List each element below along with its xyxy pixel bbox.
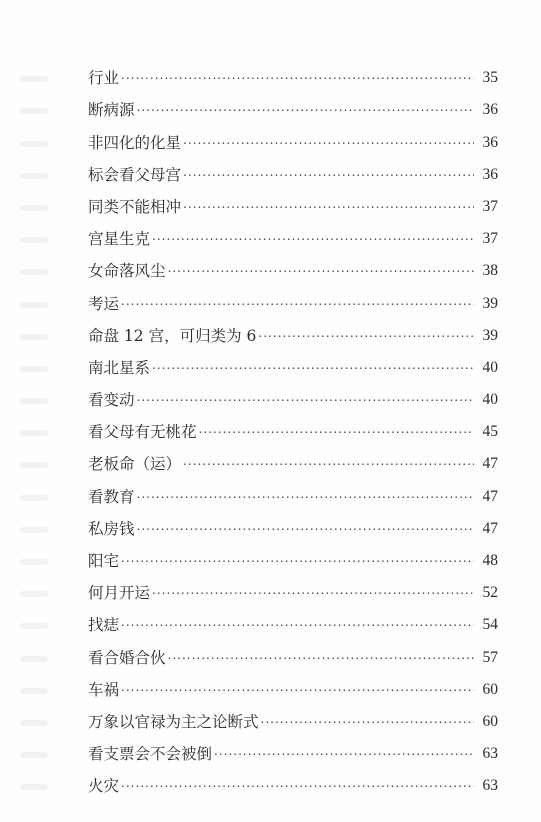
toc-entry[interactable]	[88, 88, 498, 120]
toc-entry-title: 阳宅	[88, 552, 120, 570]
toc-entry-title: 看教育	[88, 487, 135, 506]
toc-entry[interactable]	[88, 571, 498, 603]
margin-ghost-mark	[20, 120, 60, 152]
margin-ghost-mark	[20, 281, 60, 313]
toc-entry[interactable]	[88, 668, 498, 700]
toc-dot-leader	[168, 258, 474, 278]
margin-ghost-mark	[20, 571, 60, 603]
toc-dot-leader	[121, 677, 474, 697]
toc-dot-leader	[121, 612, 474, 632]
toc-dot-leader	[183, 130, 474, 150]
toc-entry-title: 找痣	[88, 616, 120, 635]
toc-entry-title: 行业	[88, 69, 120, 88]
toc-entry-title: 车祸	[88, 680, 120, 699]
margin-ghost-mark	[20, 56, 60, 88]
toc-entry-page-number: 47	[482, 519, 498, 537]
toc-entry[interactable]	[88, 314, 498, 346]
toc-entry[interactable]	[88, 346, 498, 378]
toc-dot-leader	[137, 484, 474, 504]
toc-entry-title: 老板命（运）	[88, 455, 182, 474]
margin-ghost-mark	[20, 603, 60, 635]
toc-entry-title: 考运	[88, 294, 120, 313]
toc-entry[interactable]	[88, 56, 498, 88]
toc-entry-page-number: 36	[482, 133, 498, 151]
toc-entry-title: 命盘 12 宫，可归类为 6	[88, 326, 257, 345]
margin-ghost-mark	[20, 539, 60, 571]
toc-dot-leader	[168, 645, 474, 665]
toc-entry-title: 南北星系	[88, 358, 151, 377]
toc-entry-page-number: 40	[482, 358, 498, 376]
toc-entry[interactable]	[88, 442, 498, 474]
toc-dot-leader	[152, 226, 474, 246]
toc-entry[interactable]	[88, 153, 498, 185]
toc-entry[interactable]	[88, 249, 498, 281]
margin-ghost-mark	[20, 346, 60, 378]
toc-entry-page-number: 60	[482, 712, 498, 730]
toc-entry-title: 标会看父母宫	[88, 165, 182, 184]
margin-ghost-mark	[20, 410, 60, 442]
margin-ghost-mark	[20, 88, 60, 120]
margin-ghost-mark	[20, 185, 60, 217]
toc-dot-leader	[183, 194, 474, 214]
toc-entry-title: 同类不能相冲	[88, 197, 182, 216]
margin-ghost-mark	[20, 378, 60, 410]
toc-entry-title: 断病源	[88, 101, 135, 120]
toc-entry-title: 女命落风尘	[88, 262, 166, 281]
margin-ghost-mark	[20, 668, 60, 700]
toc-entry-title: 万象以官禄为主之论断式	[88, 712, 259, 731]
toc-entry-page-number: 63	[482, 745, 498, 763]
toc-entry-page-number: 48	[482, 552, 498, 569]
toc-entry-title: 宫星生克	[88, 230, 151, 249]
toc-entry-page-number: 40	[482, 391, 498, 409]
toc-entry[interactable]	[88, 281, 498, 313]
margin-ghost-mark	[20, 700, 60, 732]
margin-ghost-mark	[20, 764, 60, 796]
toc-dot-leader	[121, 548, 474, 568]
toc-entry[interactable]	[88, 507, 498, 539]
toc-entry-page-number: 45	[482, 423, 498, 441]
toc-dot-leader	[121, 773, 474, 793]
toc-entry-title: 看支票会不会被倒	[88, 745, 213, 764]
toc-entry-page-number: 47	[482, 455, 498, 473]
toc-entry-page-number: 60	[482, 680, 498, 698]
toc-entry[interactable]	[88, 120, 498, 152]
toc-entry-page-number: 47	[482, 487, 498, 505]
toc-entry-title: 火灾	[88, 777, 120, 796]
margin-ghost-mark	[20, 442, 60, 474]
toc-entry[interactable]	[88, 185, 498, 217]
toc-entry-page-number: 54	[482, 616, 498, 634]
margin-ghost-mark	[20, 249, 60, 281]
toc-entry-page-number: 39	[482, 294, 498, 312]
toc-dot-leader	[199, 419, 474, 439]
toc-dot-leader	[261, 709, 474, 729]
toc-entry-page-number: 36	[482, 101, 498, 119]
table-of-contents	[88, 56, 498, 796]
toc-dot-leader	[137, 516, 474, 536]
margin-marks	[20, 56, 60, 796]
margin-ghost-mark	[20, 153, 60, 185]
toc-entry-page-number: 37	[482, 197, 498, 215]
toc-entry-title: 非四化的化星	[88, 133, 182, 152]
toc-dot-leader	[183, 162, 474, 182]
toc-entry[interactable]	[88, 764, 498, 796]
toc-dot-leader	[214, 741, 474, 761]
toc-dot-leader	[121, 291, 474, 311]
toc-entry-title: 看父母有无桃花	[88, 423, 197, 442]
toc-entry[interactable]	[88, 539, 498, 571]
toc-dot-leader	[152, 580, 474, 600]
margin-ghost-mark	[20, 732, 60, 764]
toc-dot-leader	[183, 451, 474, 471]
toc-entry[interactable]	[88, 410, 498, 442]
toc-entry[interactable]	[88, 474, 498, 506]
margin-ghost-mark	[20, 507, 60, 539]
toc-entry-title: 看变动	[88, 391, 135, 410]
toc-entry-page-number: 39	[482, 326, 498, 344]
toc-entry-title: 看合婚合伙	[88, 648, 166, 667]
toc-entry-title: 何月开运	[88, 584, 151, 603]
toc-entry-page-number: 36	[482, 165, 498, 183]
toc-entry[interactable]	[88, 603, 498, 635]
toc-entry-title: 私房钱	[88, 519, 135, 538]
toc-entry[interactable]	[88, 732, 498, 764]
toc-entry-page-number: 52	[482, 584, 498, 602]
margin-ghost-mark	[20, 474, 60, 506]
toc-dot-leader	[137, 97, 474, 117]
toc-dot-leader	[137, 387, 474, 407]
toc-entry[interactable]	[88, 378, 498, 410]
toc-entry[interactable]	[88, 635, 498, 667]
margin-ghost-mark	[20, 217, 60, 249]
margin-ghost-mark	[20, 635, 60, 667]
toc-entry-page-number: 57	[482, 648, 498, 666]
toc-entry[interactable]	[88, 217, 498, 249]
toc-dot-leader	[121, 65, 474, 85]
toc-entry-page-number: 37	[482, 230, 498, 248]
toc-entry-page-number: 38	[482, 262, 498, 280]
toc-entry-page-number: 35	[482, 69, 498, 87]
toc-dot-leader	[152, 355, 474, 375]
toc-entry[interactable]	[88, 700, 498, 732]
margin-ghost-mark	[20, 314, 60, 346]
toc-dot-leader	[258, 323, 474, 343]
toc-entry-page-number: 63	[482, 777, 498, 795]
